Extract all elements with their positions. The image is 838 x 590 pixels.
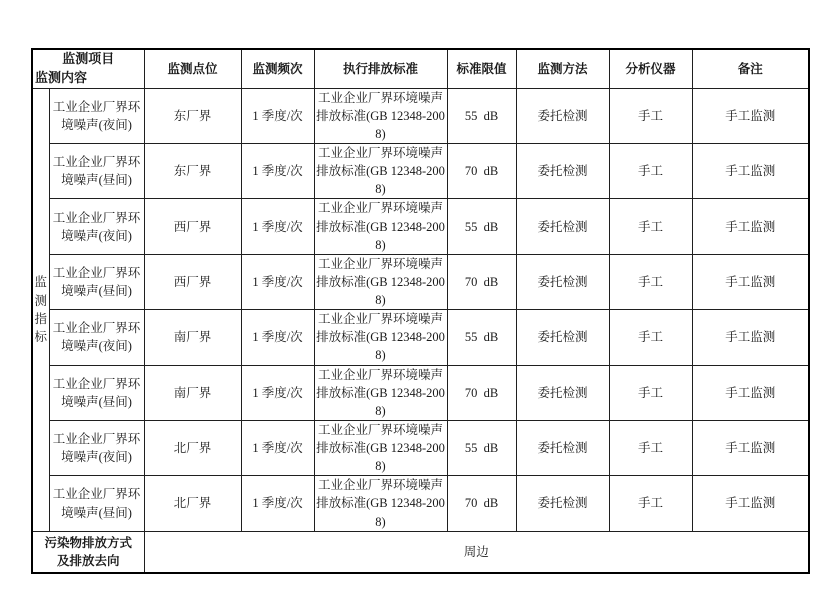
column-header-method: 监测方法 (516, 49, 609, 88)
cell-method: 委托检测 (516, 254, 609, 309)
cell-standard: 工业企业厂界环境噪声排放标准(GB 12348-2008) (314, 199, 447, 254)
cell-frequency: 1 季度/次 (241, 365, 314, 420)
cell-instrument: 手工 (609, 476, 692, 531)
cell-point: 北厂界 (144, 420, 241, 475)
cell-frequency: 1 季度/次 (241, 310, 314, 365)
table-row (32, 476, 809, 531)
cell-frequency: 1 季度/次 (241, 199, 314, 254)
cell-item: 工业企业厂界环境噪声(夜间) (49, 199, 144, 254)
monitoring-table (31, 48, 810, 574)
cell-remark: 手工监测 (692, 476, 809, 531)
cell-item: 工业企业厂界环境噪声(夜间) (49, 310, 144, 365)
cell-frequency: 1 季度/次 (241, 420, 314, 475)
discharge-mode-label (32, 531, 144, 573)
cell-method: 委托检测 (516, 365, 609, 420)
cell-point: 西厂界 (144, 254, 241, 309)
cell-instrument: 手工 (609, 144, 692, 199)
cell-method: 委托检测 (516, 144, 609, 199)
cell-frequency: 1 季度/次 (241, 88, 314, 143)
cell-remark: 手工监测 (692, 144, 809, 199)
column-header-limit: 标准限值 (447, 49, 516, 88)
cell-remark: 手工监测 (692, 88, 809, 143)
cell-point: 南厂界 (144, 365, 241, 420)
cell-instrument: 手工 (609, 254, 692, 309)
table-row (32, 144, 809, 199)
corner-header-cell (32, 49, 144, 88)
cell-item: 工业企业厂界环境噪声(夜间) (49, 88, 144, 143)
header-row (32, 49, 809, 88)
table-row (32, 420, 809, 475)
discharge-mode-value: 周边 (144, 531, 809, 573)
table-row (32, 254, 809, 309)
cell-item: 工业企业厂界环境噪声(昼间) (49, 254, 144, 309)
cell-instrument: 手工 (609, 199, 692, 254)
cell-method: 委托检测 (516, 476, 609, 531)
cell-standard: 工业企业厂界环境噪声排放标准(GB 12348-2008) (314, 310, 447, 365)
cell-standard: 工业企业厂界环境噪声排放标准(GB 12348-2008) (314, 476, 447, 531)
cell-instrument: 手工 (609, 310, 692, 365)
cell-point: 南厂界 (144, 310, 241, 365)
cell-item: 工业企业厂界环境噪声(昼间) (49, 144, 144, 199)
cell-remark: 手工监测 (692, 310, 809, 365)
cell-limit: 70 dB (447, 476, 516, 531)
column-header-frequency: 监测频次 (241, 49, 314, 88)
cell-instrument: 手工 (609, 420, 692, 475)
corner-header-bottom: 监测内容 (35, 69, 88, 85)
cell-standard: 工业企业厂界环境噪声排放标准(GB 12348-2008) (314, 420, 447, 475)
cell-limit: 55 dB (447, 420, 516, 475)
cell-item: 工业企业厂界环境噪声(昼间) (49, 476, 144, 531)
cell-point: 北厂界 (144, 476, 241, 531)
cell-remark: 手工监测 (692, 420, 809, 475)
cell-method: 委托检测 (516, 88, 609, 143)
cell-point: 西厂界 (144, 199, 241, 254)
cell-limit: 55 dB (447, 310, 516, 365)
cell-method: 委托检测 (516, 420, 609, 475)
cell-frequency: 1 季度/次 (241, 144, 314, 199)
table-row (32, 88, 809, 143)
cell-remark: 手工监测 (692, 199, 809, 254)
cell-remark: 手工监测 (692, 365, 809, 420)
column-header-instrument: 分析仪器 (609, 49, 692, 88)
cell-item: 工业企业厂界环境噪声(夜间) (49, 420, 144, 475)
cell-remark: 手工监测 (692, 254, 809, 309)
cell-limit: 55 dB (447, 88, 516, 143)
cell-instrument: 手工 (609, 88, 692, 143)
cell-limit: 70 dB (447, 365, 516, 420)
row-group-label: 监测指标 (32, 88, 49, 531)
cell-standard: 工业企业厂界环境噪声排放标准(GB 12348-2008) (314, 365, 447, 420)
footer-row (32, 531, 809, 573)
table-row (32, 365, 809, 420)
cell-standard: 工业企业厂界环境噪声排放标准(GB 12348-2008) (314, 254, 447, 309)
discharge-mode-label-line1: 污染物排放方式 (44, 535, 133, 550)
cell-limit: 70 dB (447, 144, 516, 199)
cell-method: 委托检测 (516, 199, 609, 254)
cell-limit: 70 dB (447, 254, 516, 309)
column-header-remark: 备注 (692, 49, 809, 88)
cell-item: 工业企业厂界环境噪声(昼间) (49, 365, 144, 420)
cell-frequency: 1 季度/次 (241, 476, 314, 531)
discharge-mode-label-line2: 及排放去向 (57, 553, 120, 568)
table-row (32, 310, 809, 365)
column-header-monitoring-point: 监测点位 (144, 49, 241, 88)
table-row (32, 199, 809, 254)
cell-limit: 55 dB (447, 199, 516, 254)
cell-point: 东厂界 (144, 88, 241, 143)
cell-standard: 工业企业厂界环境噪声排放标准(GB 12348-2008) (314, 144, 447, 199)
cell-frequency: 1 季度/次 (241, 254, 314, 309)
cell-standard: 工业企业厂界环境噪声排放标准(GB 12348-2008) (314, 88, 447, 143)
cell-instrument: 手工 (609, 365, 692, 420)
cell-point: 东厂界 (144, 144, 241, 199)
cell-method: 委托检测 (516, 310, 609, 365)
corner-header-top: 监测项目 (62, 51, 115, 66)
column-header-standard: 执行排放标准 (314, 49, 447, 88)
